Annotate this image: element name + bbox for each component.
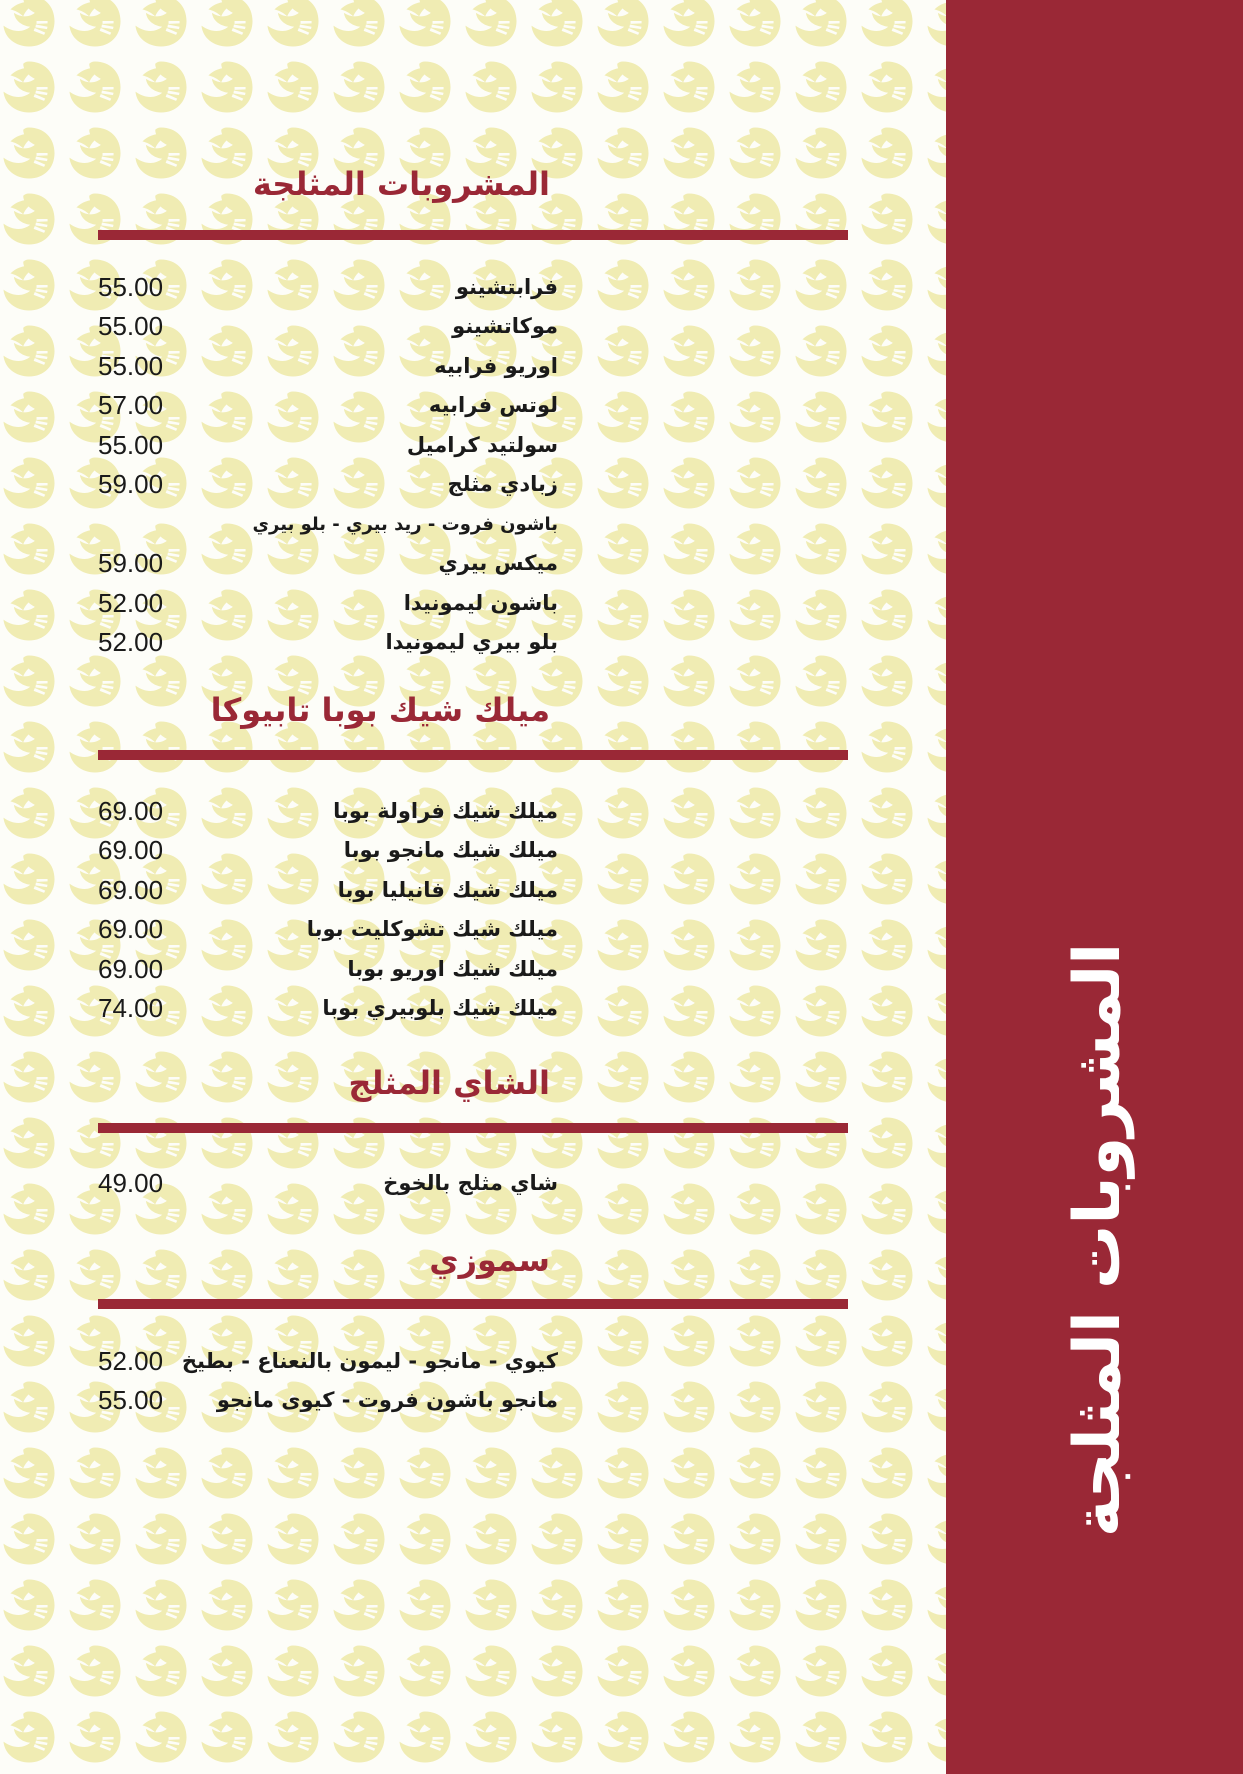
menu-item-name: شاي مثلج بالخوخ — [383, 1171, 558, 1195]
menu-item-price: 52.00 — [98, 627, 164, 657]
menu-item-name: كيوي - مانجو - ليمون بالنعناع - بطيخ — [181, 1349, 558, 1373]
menu-item-price: 52.00 — [98, 588, 164, 618]
menu-item-name: لوتس فرابيه — [428, 393, 558, 417]
menu-item-price: 69.00 — [98, 796, 164, 826]
menu-item-name: ميلك شيك فراولة بوبا — [333, 799, 558, 823]
menu-item-price: 55.00 — [98, 351, 164, 381]
menu-item-name: ميلك شيك مانجو بوبا — [343, 838, 558, 862]
section-divider — [98, 230, 848, 240]
menu-item-name: زبادي مثلج — [447, 472, 558, 496]
menu-item-name: باشون ليمونيدا — [403, 591, 558, 615]
menu-item-price: 52.00 — [98, 1346, 164, 1376]
menu-item-price: 69.00 — [98, 954, 164, 984]
section-title-iced-drinks: المشروبات المثلجة — [252, 165, 550, 203]
menu-item-name: مانجو باشون فروت - كيوى مانجو — [216, 1388, 558, 1412]
menu-item-price: 55.00 — [98, 1385, 164, 1415]
section-title-iced-tea: الشاي المثلج — [348, 1064, 550, 1102]
side-title: المشروبات المثلجة — [1061, 942, 1135, 1538]
menu-item-name: فرابتشينو — [455, 275, 558, 299]
menu-item-name: اوريو فرابيه — [434, 354, 558, 378]
menu-item-name: موكاتشينو — [452, 314, 558, 338]
section-title-boba-milkshake: ميلك شيك بوبا تابيوكا — [210, 691, 550, 729]
menu-item-price: 59.00 — [98, 548, 164, 578]
menu-item-name: ميلك شيك بلوبيري بوبا — [322, 996, 558, 1020]
menu-item-name: بلو بيري ليمونيدا — [385, 630, 558, 654]
section-title-smoothie: سموزي — [429, 1241, 550, 1279]
menu-item-name: ميلك شيك تشوكليت بوبا — [306, 917, 558, 941]
menu-item-name: ميلك شيك اوريو بوبا — [347, 957, 558, 981]
menu-item-price: 55.00 — [98, 272, 164, 302]
menu-item-price: 57.00 — [98, 390, 164, 420]
menu-item-price: 55.00 — [98, 430, 164, 460]
menu-item-name: سولتيد كراميل — [406, 433, 558, 457]
menu-item-price: 69.00 — [98, 835, 164, 865]
menu-item-price: 69.00 — [98, 875, 164, 905]
menu-item-price: 49.00 — [98, 1168, 164, 1198]
menu-item-name: باشون فروت - ريد بيري - بلو بيري — [252, 514, 558, 535]
menu-item-price: 69.00 — [98, 914, 164, 944]
section-divider — [98, 1299, 848, 1309]
menu-item-name: ميلك شيك فانيليا بوبا — [337, 878, 558, 902]
menu-item-name: ميكس بيري — [438, 551, 558, 575]
menu-item-price: 55.00 — [98, 311, 164, 341]
menu-item-price: 59.00 — [98, 469, 164, 499]
section-divider — [98, 1123, 848, 1133]
section-divider — [98, 750, 848, 760]
menu-item-price: 74.00 — [98, 993, 164, 1023]
